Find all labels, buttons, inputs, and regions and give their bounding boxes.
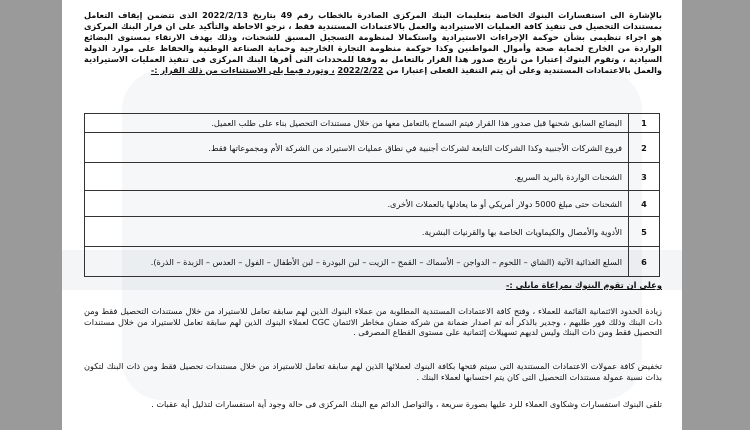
- row-number: 1: [629, 114, 660, 133]
- row-text: الشحنات الواردة بالبريد السريع.: [85, 163, 629, 191]
- row-number: 3: [629, 163, 660, 191]
- exceptions-table: [84, 113, 660, 277]
- intro-paragraph: [84, 10, 662, 75]
- table-row: [85, 217, 660, 247]
- table-row: [85, 114, 660, 133]
- row-text: الشحنات حتى مبلغ 5000 دولار أمريكي أو ما يعادلها بالعملات الأخرى.: [85, 191, 629, 217]
- intro-text: بالإشارة الى استفسارات البنوك الخاصة بتعليمات البنك المركزى الصادرة بالخطاب رقم 49 بتاريخ 2022/2/13 الذى تتضمن إيقاف التعامل بمستندات التحصيل فى تنفيذ كافة العمليات الاستيرادية والعمل بالاعتمادات المستندية فقط ، نرجو الاحاطة والتأكيد على ان قرار البنك المركزى هو اجراء تنظيمى بشأن حوكمة الإجراءات الاستيرادية واستكمالا لمنظومة التسجيل المسبق للشحنات، وذلك بهدف الارتقاء بمستوى البضائع الواردة من الخارج لحماية صحة وأموال المواطنين وكذا حوكمة منظومة التجارة الخارجية وحماية الصناعة الوطنية والحفاظ على موارد الدولة السيادية ، وتقوم البنوك إعتبارا من تاريخ صدور هذا القرار بالتعامل به وفقا للمحددات التى أقرها البنك المركزى فى تنفيذ العمليات الاستيرادية والعمل بالاعتمادات المستندية وعلى أن يتم التنفيذ الفعلى إعتبارا من: [84, 10, 663, 75]
- document-page: [62, 0, 682, 430]
- table-row: [85, 191, 660, 217]
- table-row: [85, 133, 660, 163]
- effective-date: 2022/2/22: [337, 64, 384, 75]
- row-number: 4: [629, 191, 660, 217]
- paragraph-inquiries: تلقى البنوك استفسارات وشكاوى العملاء للرد عليها بصورة سريعة ، والتواصل الدائم مع البنك المركزى فى حالة وجود أية استفسارات لتذليل أية عقبات .: [151, 399, 662, 409]
- row-number: 2: [629, 133, 660, 163]
- row-text: البضائع السابق شحنها قبل صدور هذا القرار فيتم السماح بالتعامل معها من خلال مستندات التحصيل بناء على طلب العميل.: [85, 114, 629, 133]
- paragraph-commission: تخفيض كافة عمولات الاعتمادات المستندية التى سيتم فتحها بكافة البنوك لعملائها الذين لهم سابقة تعامل للاستيراد من خلال مستندات تحصيل فقط ومن ذات البنك لتكون بذات نسبة عمولة مستندات التحصيل التى كان يتم احتسابها لعملاء البنك .: [84, 361, 662, 382]
- intro-tail: ، وتورد فيما يلى الاستثناءات من ذلك القرار :-: [150, 64, 335, 75]
- table-row: [85, 247, 660, 277]
- section-heading: وعلى ان تقوم البنوك بمراعاة مايلى :-: [505, 280, 662, 290]
- row-text: فروع الشركات الأجنبية وكذا الشركات التابعة لشركات أجنبية في نطاق عمليات الاستيراد من الشركة الأم ومجموعاتها فقط.: [85, 133, 629, 163]
- row-number: 6: [629, 247, 660, 277]
- table-row: [85, 163, 660, 191]
- row-text: السلع الغذائية الآتية (الشاي – اللحوم – الدواجن – الأسماك – القمح – الزيت – لبن البودرة – لبن الأطفال – الفول – العدس – الزبدة – الذرة).: [85, 247, 629, 277]
- row-text: الأدوية والأمصال والكيماويات الخاصة بها والقرنيات البشرية.: [85, 217, 629, 247]
- paragraph-credit-limits: زيادة الحدود الائتمانية القائمة للعملاء ، وفتح كافة الاعتمادات المستندية المطلوبة من عملاء البنوك الذين لهم سابقة تعامل للاستيراد من خلال مستندات التحصيل فقط ومن ذات البنك وذلك فور طلبهم ، وجدير بالذكر أنه تم اصدار ضمانة من شركة ضمان مخاطر الائتمان CGC لعملاء البنوك الذين لهم سابقة تعامل للاستيراد من خلال مستندات التحصيل فقط ومن ذات البنك وليس لديهم تسهيلات إئتمانية على مستوى القطاع المصرفى .: [84, 306, 662, 338]
- row-number: 5: [629, 217, 660, 247]
